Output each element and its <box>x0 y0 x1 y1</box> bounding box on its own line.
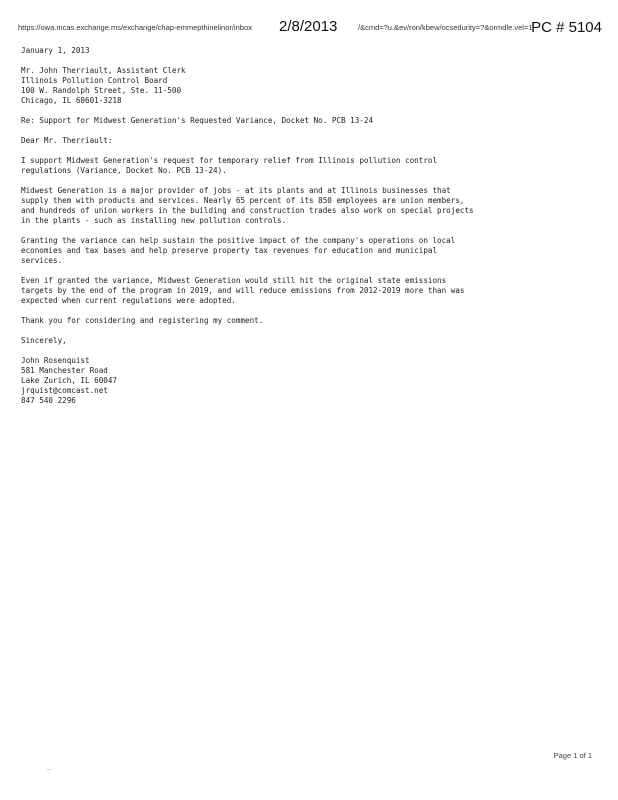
salutation <box>21 136 586 146</box>
letter-date-text: January 1, 2013 <box>21 46 90 55</box>
paragraph-line: Midwest Generation is a major provider of jobs - at its plants and at Illinois businesses that <box>21 186 451 195</box>
addressee-line: Mr. John Therriault, Assistant Clerk <box>21 66 186 75</box>
public-comment-number: PC # 5104 <box>531 19 602 36</box>
signature-phone: 847 540 2296 <box>21 396 76 405</box>
paragraph-line: economies and tax bases and help preserve property tax revenues for education and municipal <box>21 246 438 255</box>
addressee-line: Illinois Pollution Control Board <box>21 76 168 85</box>
paragraph-line: regulations (Variance, Docket No. PCB 13-24). <box>21 166 227 175</box>
signoff <box>21 336 586 346</box>
signature-block <box>21 356 586 406</box>
letter-body <box>21 46 586 416</box>
addressee-line: Chicago, IL 60601-3218 <box>21 96 122 105</box>
fax-header <box>18 18 602 38</box>
paragraph-line: expected when current regulations were adopted. <box>21 296 236 305</box>
signoff-text: Sincerely, <box>21 336 67 345</box>
closing-thanks-text: Thank you for considering and registering my comment. <box>21 316 264 325</box>
header-url: https://owa.mcas.exchange.ms/exchange/chap-emmepthinelinor/inbox <box>18 23 252 32</box>
addressee-block <box>21 66 586 106</box>
paragraph-line: targets by the end of the program in 2019, and will reduce emissions from 2012-2019 more than was <box>21 286 465 295</box>
paragraph-line: Even if granted the variance, Midwest Generation would still hit the original state emissions <box>21 276 447 285</box>
addressee-line: 100 W. Randolph Street, Ste. 11-500 <box>21 86 182 95</box>
letter-date <box>21 46 586 56</box>
header-url-query: /&cmd=?u.&ev/ron/kbew/ocsedurity=?&ormdle.vel=1 <box>358 23 533 32</box>
subject-line <box>21 116 586 126</box>
signature-city: Lake Zurich, IL 60047 <box>21 376 118 385</box>
paragraph-line: Granting the variance can help sustain the positive impact of the company's operations on local <box>21 236 456 245</box>
footer-mark: ... <box>47 766 53 772</box>
page-number: Page 1 of 1 <box>553 751 592 760</box>
paragraph-line: in the plants - such as installing new pollution controls. <box>21 216 287 225</box>
signature-name: John Rosenquist <box>21 356 90 365</box>
paragraph-line: supply them with products and services. Nearly 65 percent of its 850 employees are union members, <box>21 196 465 205</box>
paragraph-line: I support Midwest Generation's request for temporary relief from Illinois pollution control <box>21 156 438 165</box>
salutation-text: Dear Mr. Therriault: <box>21 136 113 145</box>
subject-text: Re: Support for Midwest Generation's Requested Variance, Docket No. PCB 13-24 <box>21 116 374 125</box>
paragraph-emissions <box>21 276 586 306</box>
signature-email: jrquist@comcast.net <box>21 386 108 395</box>
paragraph-support <box>21 156 586 176</box>
header-date: 2/8/2013 <box>279 18 338 35</box>
signature-street: 581 Manchester Road <box>21 366 108 375</box>
paragraph-jobs <box>21 186 586 226</box>
closing-thanks <box>21 316 586 326</box>
paragraph-line: services. <box>21 256 63 265</box>
paragraph-line: and hundreds of union workers in the building and construction trades also work on special projects <box>21 206 474 215</box>
paragraph-economy <box>21 236 586 266</box>
